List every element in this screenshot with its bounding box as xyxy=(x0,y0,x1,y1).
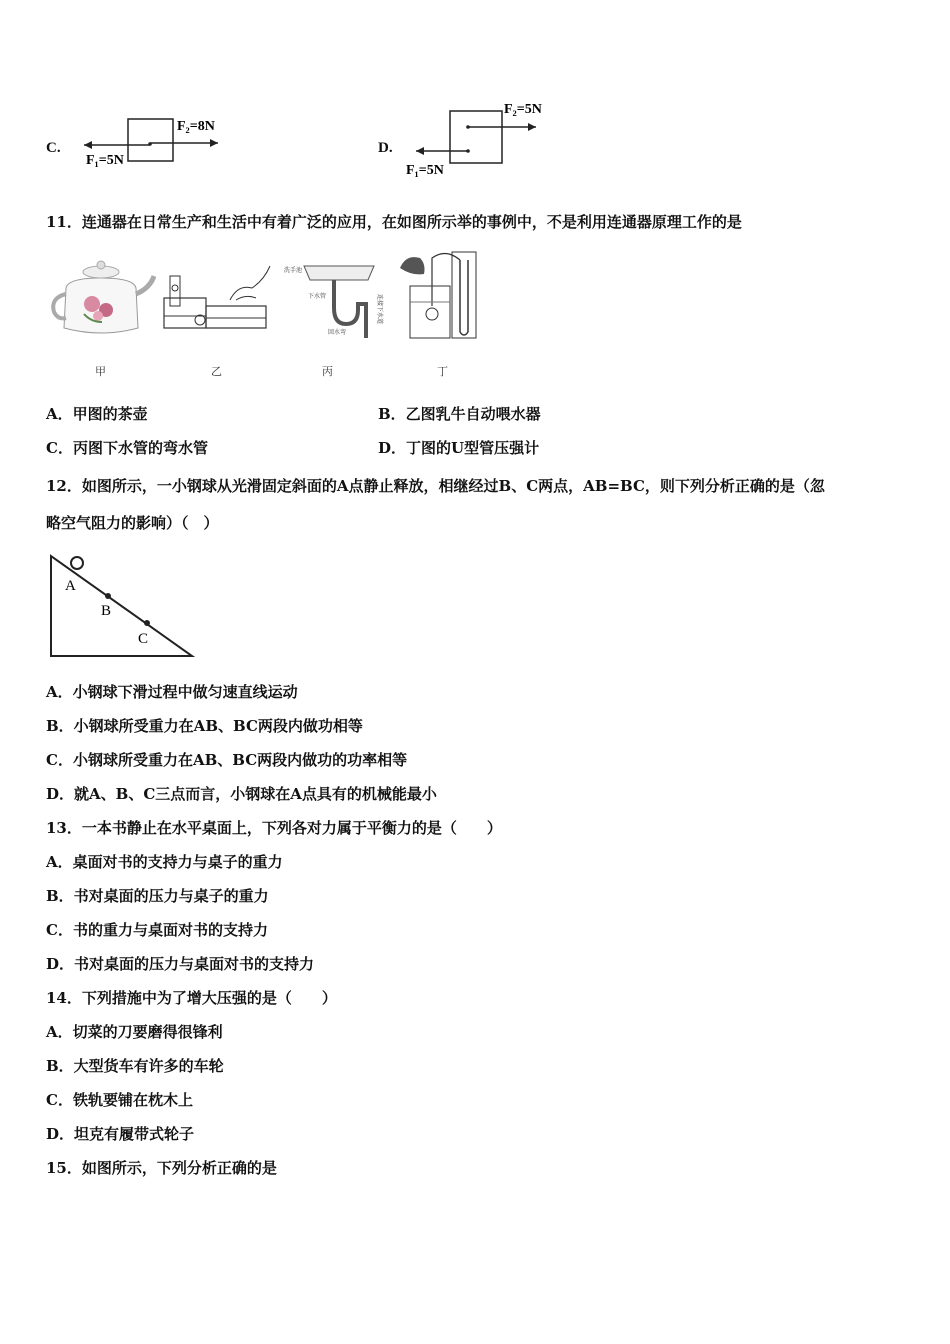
q14-stem: 14．下列措施中为了增大压强的是（ ） xyxy=(46,989,337,1007)
cow-feeder-figure xyxy=(160,258,275,340)
block xyxy=(450,111,502,163)
caption-yi: 乙 xyxy=(211,365,222,378)
q10-option-c-diagram xyxy=(78,112,228,170)
caption-bing: 丙 xyxy=(322,365,333,378)
q14-option-c[interactable]: C．铁轨要铺在枕木上 xyxy=(46,1091,193,1109)
label-a: A xyxy=(65,578,76,594)
sink-figure xyxy=(282,258,392,342)
q11-option-b[interactable]: B．乙图乳牛自动喂水器 xyxy=(378,405,541,423)
q13-option-a[interactable]: A．桌面对书的支持力与桌子的重力 xyxy=(46,853,283,871)
teapot-figure xyxy=(46,258,156,340)
q12-option-a[interactable]: A．小钢球下滑过程中做匀速直线运动 xyxy=(46,683,298,701)
q10-option-d-letter: D. xyxy=(378,140,393,156)
caption-jia: 甲 xyxy=(95,365,106,378)
f1-arrowhead xyxy=(416,147,424,155)
q12-option-c[interactable]: C．小钢球所受重力在AB、BC两段内做功的功率相等 xyxy=(46,751,408,769)
label-b: B xyxy=(101,603,112,619)
caption-ding: 丁 xyxy=(437,365,448,378)
q14-option-b[interactable]: B．大型货车有许多的车轮 xyxy=(46,1057,224,1075)
q11-option-a[interactable]: A．甲图的茶壶 xyxy=(46,405,148,423)
q10-option-c-letter: C. xyxy=(46,140,61,156)
incline-triangle xyxy=(51,556,192,656)
point-b xyxy=(105,593,111,599)
q11-stem: 11．连通器在日常生产和生活中有着广泛的应用，在如图所示举的事例中，不是利用连通器原理工作的是 xyxy=(46,213,742,231)
label-c: C xyxy=(138,631,149,647)
q12-stem-line1: 12．如图所示，一小钢球从光滑固定斜面的A点静止释放，相继经过B、C两点，AB=BC，则下列分析正确的是（忽 xyxy=(46,477,825,495)
f2-arrowhead xyxy=(528,123,536,131)
q13-option-d[interactable]: D．书对桌面的压力与桌面对书的支持力 xyxy=(46,955,315,973)
q13-option-c[interactable]: C．书的重力与桌面对书的支持力 xyxy=(46,921,268,939)
q13-option-b[interactable]: B．书对桌面的压力与桌子的重力 xyxy=(46,887,269,905)
q15-stem: 15．如图所示，下列分析正确的是 xyxy=(46,1159,277,1177)
q12-option-b[interactable]: B．小钢球所受重力在AB、BC两段内做功相等 xyxy=(46,717,363,735)
incline-figure xyxy=(46,552,198,662)
q11-option-c[interactable]: C．丙图下水管的弯水管 xyxy=(46,439,208,457)
f2-label: F₂=8N xyxy=(177,119,215,134)
sink-label-drain: 连接下水道 xyxy=(376,294,382,325)
f2-arrowhead xyxy=(210,139,218,147)
q14-option-d[interactable]: D．坦克有履带式轮子 xyxy=(46,1125,195,1143)
q11-option-d[interactable]: D．丁图的U型管压强计 xyxy=(378,439,540,457)
q14-option-a[interactable]: A．切菜的刀要磨得很锋利 xyxy=(46,1023,223,1041)
q13-stem: 13．一本书静止在水平桌面上，下列各对力属于平衡力的是（ ） xyxy=(46,819,502,837)
f1-label: F₁=5N xyxy=(406,163,444,178)
f1-arrowhead xyxy=(84,141,92,149)
steel-ball xyxy=(71,557,83,569)
sink-label-pipe: 下水管 xyxy=(308,294,327,300)
block xyxy=(128,119,173,161)
manometer-figure xyxy=(396,246,486,344)
sink-label-basin: 洗手池 xyxy=(284,268,303,274)
point-c xyxy=(144,620,150,626)
q12-stem-line2: 略空气阻力的影响）（ ） xyxy=(46,514,219,532)
sink-label-trap: 回水弯 xyxy=(328,330,347,336)
q10-option-d-diagram xyxy=(404,96,554,180)
q12-option-d[interactable]: D．就A、B、C三点而言，小钢球在A点具有的机械能最小 xyxy=(46,785,437,803)
f1-label: F₁=5N xyxy=(86,153,124,168)
f2-label: F₂=5N xyxy=(504,102,542,117)
